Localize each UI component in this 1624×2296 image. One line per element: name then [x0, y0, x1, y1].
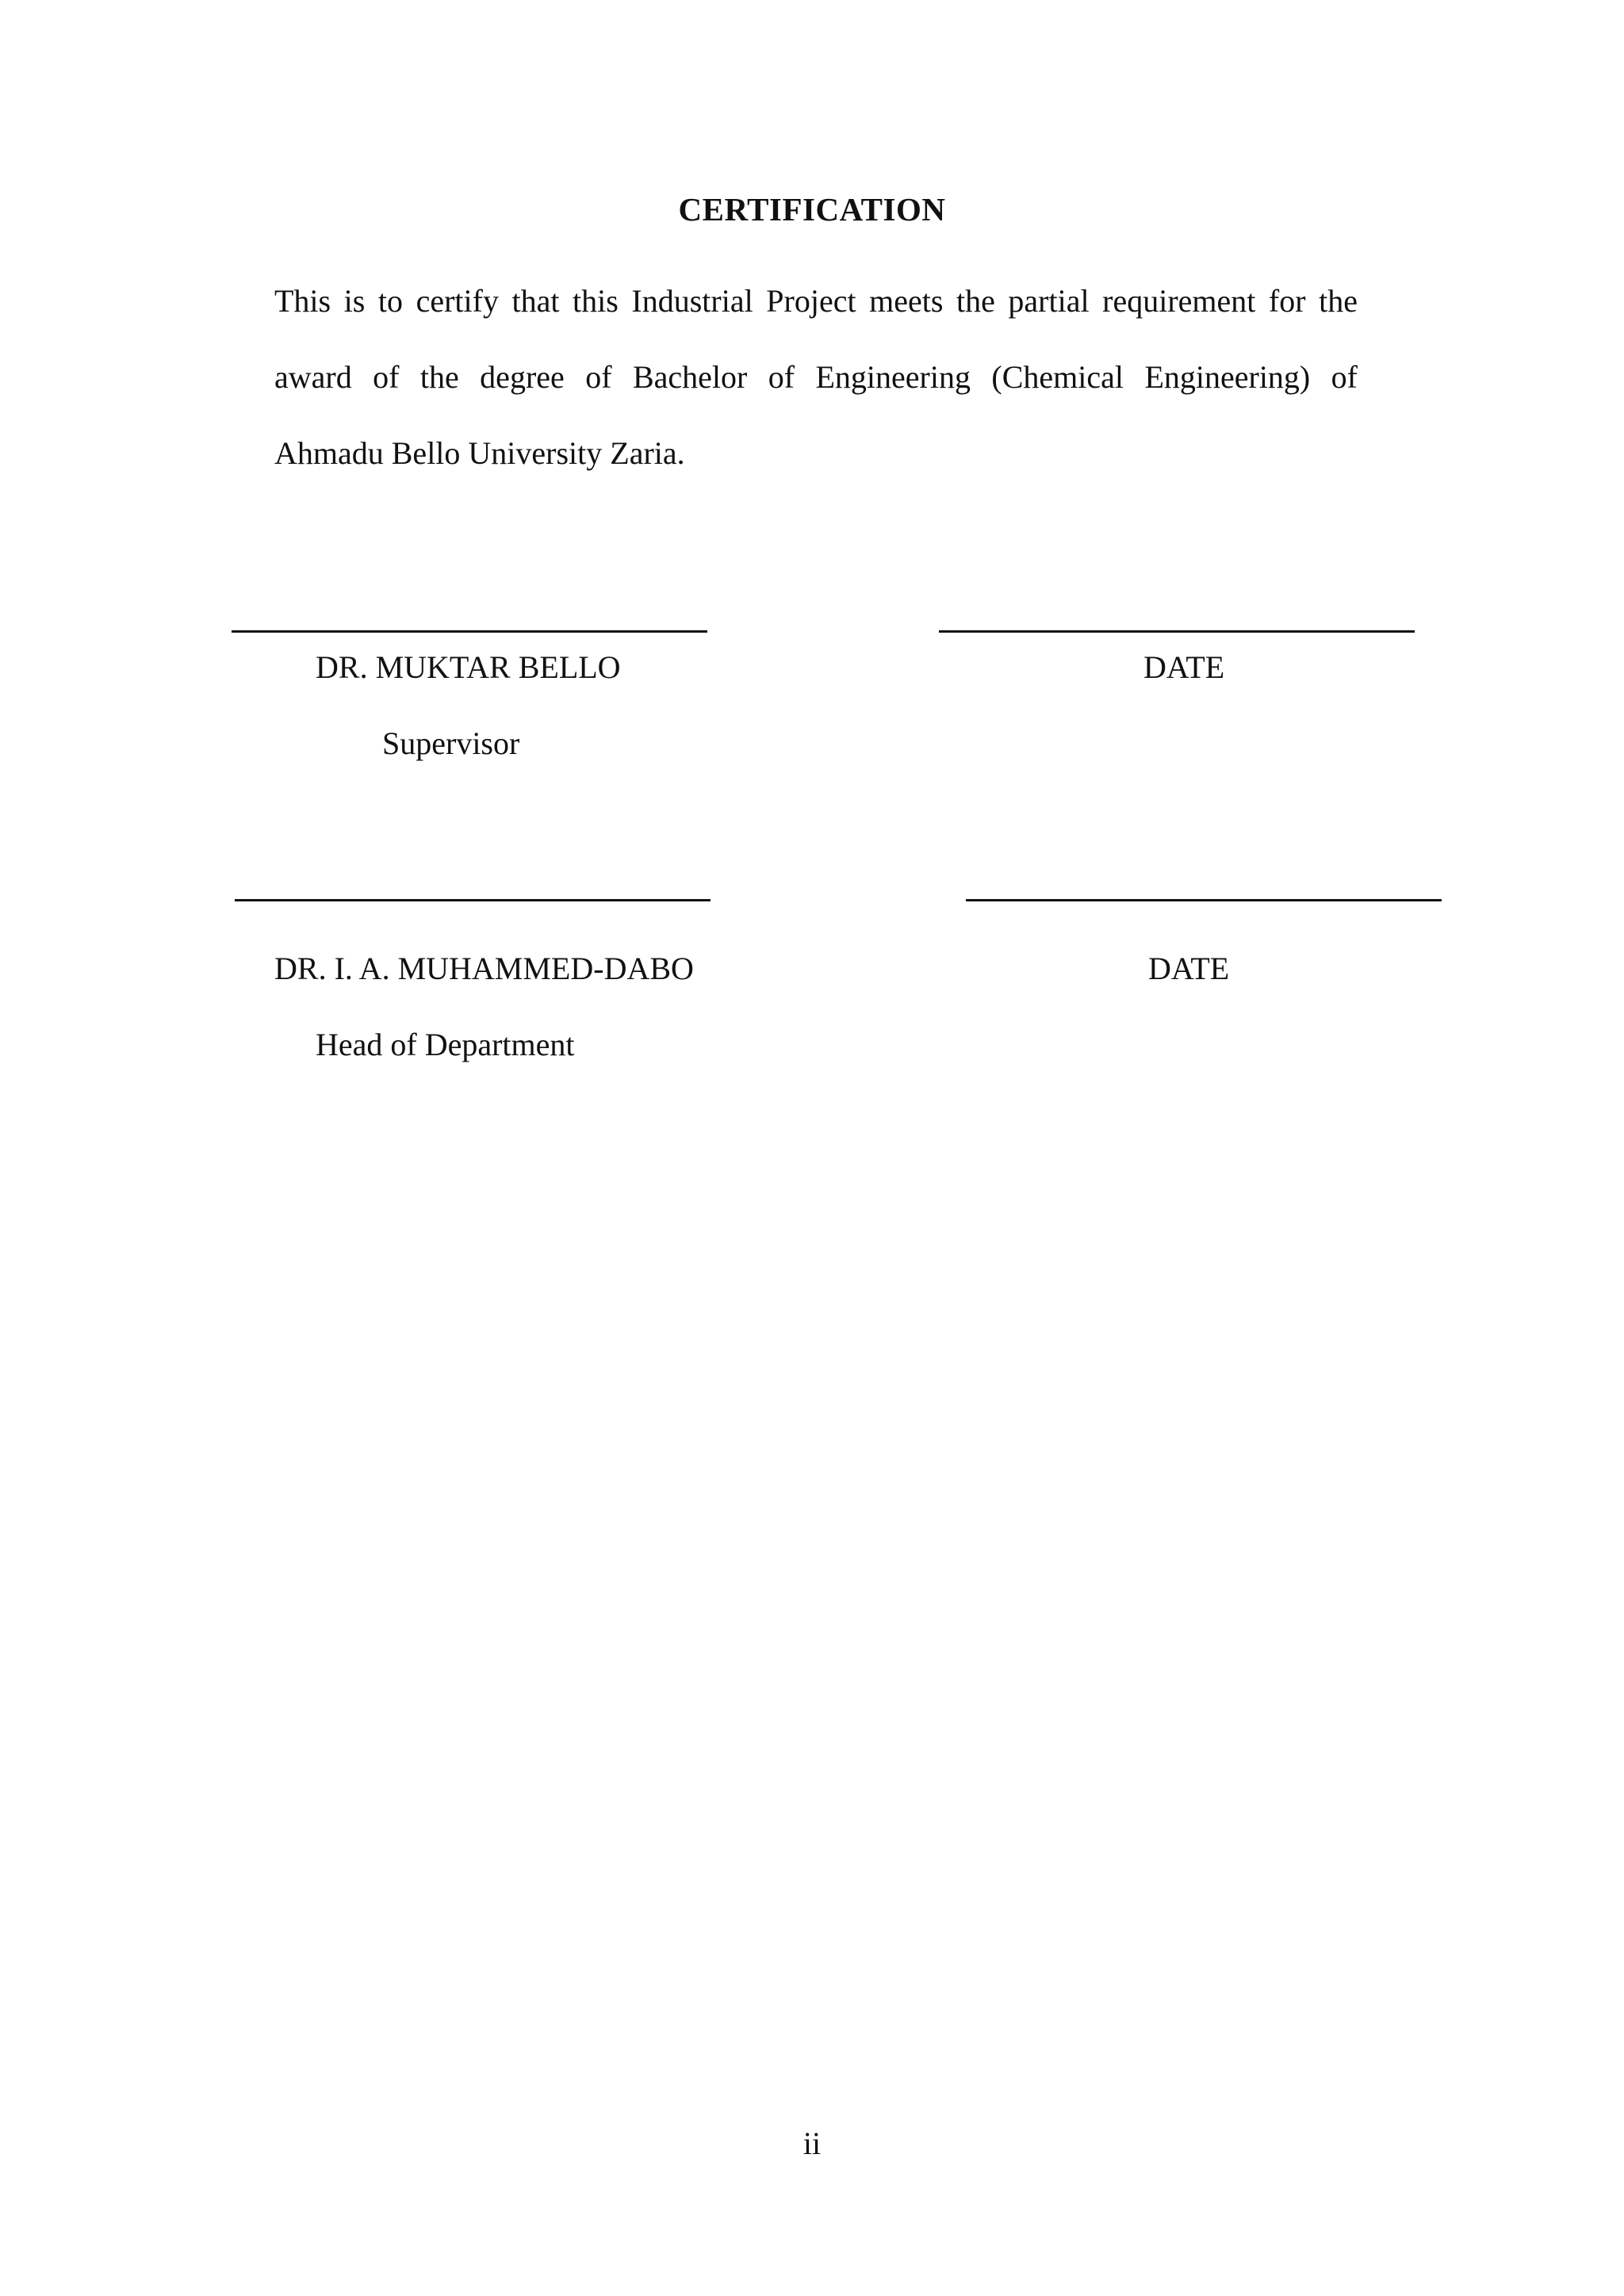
supervisor-role: Supervisor: [382, 725, 520, 761]
supervisor-signature-line: [232, 630, 707, 633]
supervisor-date-label: DATE: [1143, 649, 1225, 685]
certification-paragraph: [274, 263, 1358, 492]
page-number: ii: [802, 2126, 822, 2161]
hod-date-label: DATE: [1148, 951, 1230, 986]
supervisor-name: DR. MUKTAR BELLO: [316, 649, 621, 685]
supervisor-date-line: [939, 630, 1415, 633]
hod-date-line: [966, 899, 1442, 901]
hod-role: Head of Department: [316, 1027, 575, 1062]
paragraph-line-3: Ahmadu Bello University Zaria.: [274, 435, 685, 471]
hod-name: DR. I. A. MUHAMMED-DABO: [274, 951, 694, 986]
hod-signature-line: [235, 899, 710, 901]
paragraph-line-1: This is to certify that this Industrial Project meets the partial requirement for the: [274, 283, 1358, 319]
paragraph-line-2: award of the degree of Bachelor of Engineering (Chemical Engineering) of: [274, 359, 1358, 395]
page-title: CERTIFICATION: [678, 191, 946, 228]
